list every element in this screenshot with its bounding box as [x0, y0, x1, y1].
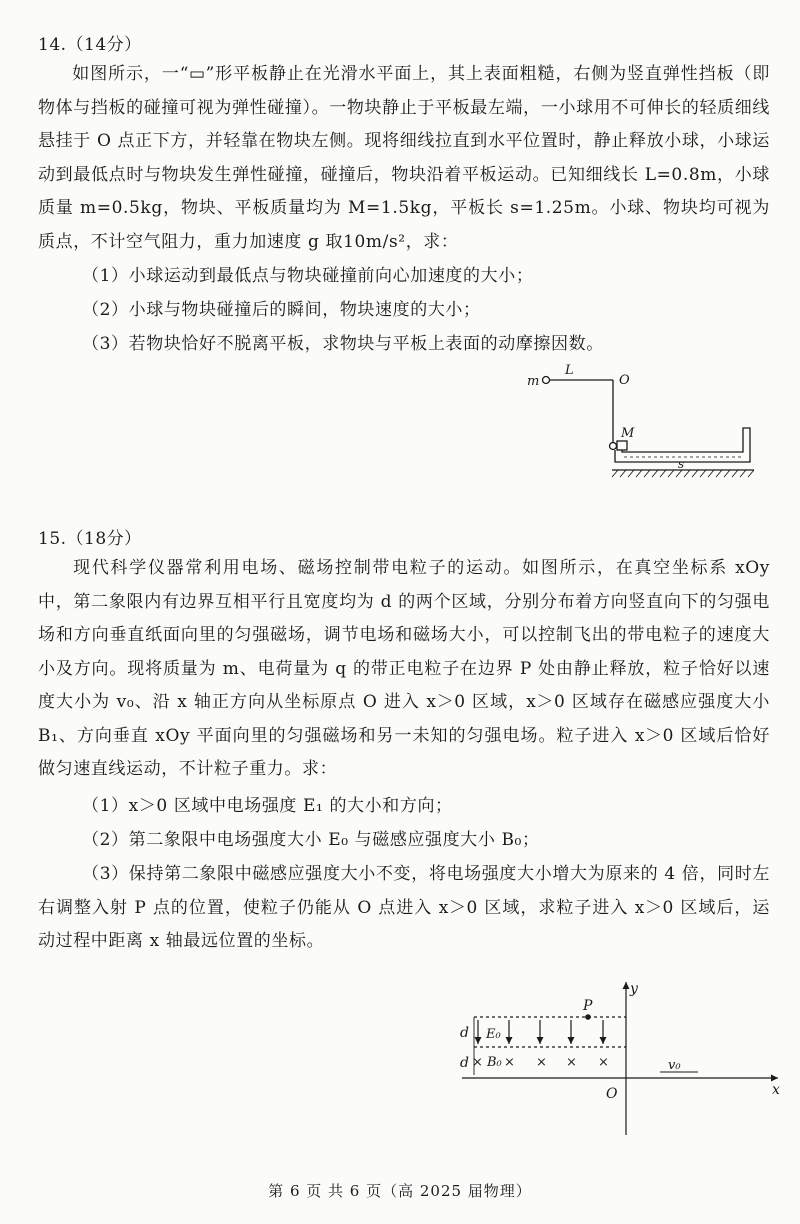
- label-O: O: [619, 373, 630, 388]
- label-L: L: [565, 363, 574, 378]
- page-footer: 第 6 页 共 6 页（高 2025 届物理）: [268, 1182, 532, 1200]
- field-arrows: [478, 1020, 603, 1044]
- point-P: [585, 1014, 591, 1020]
- ball-lowest: [610, 443, 617, 450]
- label-B0: B₀: [487, 1055, 502, 1070]
- label-M: M: [621, 426, 635, 441]
- label-P: P: [583, 998, 593, 1014]
- q14-item-2: （2）小球与物块碰撞后的瞬间，物块速度的大小；: [82, 300, 481, 320]
- q14-header: 14.（14分）: [38, 35, 142, 55]
- label-E0: E₀: [486, 1027, 501, 1042]
- q15-item-2: （2）第二象限中电场强度大小 E₀ 与磁感应强度大小 B₀；: [82, 830, 540, 850]
- ground-hatch: [612, 470, 754, 477]
- q15-item-3: （3）保持第二象限中磁感应强度大小不变，将电场强度大小增大为原来的 4 倍，同时左右调整入射 P 点的位置，使粒子仍能从 O 点进入 x＞0 区域，求粒子进入 x＞0 区域后，运动过程中距离 x 轴最远位置的坐标。: [38, 864, 770, 951]
- q14-item-3: （3）若物块恰好不脱离平板，求物块与平板上表面的动摩擦因数。: [82, 334, 604, 354]
- q15-header: 15.（18分）: [38, 529, 142, 549]
- cross-1: ×: [472, 1055, 483, 1070]
- label-x: x: [772, 1082, 780, 1098]
- q14-stem: 如图所示，一“▭”形平板静止在光滑水平面上，其上表面粗糙，右侧为竖直弹性挡板（即物体与挡板的碰撞可视为弹性碰撞）。一物块静止于平板最左端，一小球用不可伸长的轻质细线悬挂于 O 点正下方，并轻靠在物块左侧。现将细线拉直到水平位置时，静止释放小球，小球运动到最低点时与物块发生弹性碰撞，碰撞后，物块沿着平板运动。已知细线长 L=0.8m，小球质量 m=0.5kg，物块、平板质量均为 M=1.5kg，平板长 s=1.25m。小球、物块均可视为质点，不计空气阻力，重力加速度 g 取10m/s²，求：: [38, 64, 770, 252]
- block: [617, 441, 627, 450]
- q15-item-1: （1）x＞0 区域中电场强度 E₁ 的大小和方向；: [82, 796, 453, 816]
- cross-5: ×: [598, 1055, 609, 1070]
- label-s: s: [678, 457, 685, 471]
- label-O: O: [606, 1086, 618, 1102]
- plate: [615, 428, 750, 462]
- q15-stem: 现代科学仪器常利用电场、磁场控制带电粒子的运动。如图所示，在真空坐标系 xOy 中，第二象限内有边界互相平行且宽度均为 d 的两个区域，分别分布着方向竖直向下的匀强电场和方向垂直纸面向里的匀强磁场，调节电场和磁场大小，可以控制飞出的带电粒子的速度大小及方向。现将质量为 m、电荷量为 q 的带正电粒子在边界 P 处由静止释放，粒子恰好以速度大小为 v₀、沿 x 轴正方向从坐标原点 O 进入 x＞0 区域，x＞0 区域存在磁感应强度大小 B₁、方向垂直 xOy 平面向里的匀强磁场和另一未知的匀强电场。粒子进入 x＞0 区域后恰好做匀速直线运动，不计粒子重力。求：: [38, 558, 770, 779]
- label-v0: v₀: [668, 1058, 681, 1073]
- cross-3: ×: [536, 1055, 547, 1070]
- cross-2: ×: [504, 1055, 515, 1070]
- q14-item-1: （1）小球运动到最低点与物块碰撞前向心加速度的大小；: [82, 266, 534, 286]
- ball: [543, 377, 550, 384]
- label-y: y: [630, 981, 638, 997]
- label-d-bottom: d: [460, 1055, 469, 1071]
- label-d-top: d: [460, 1025, 469, 1041]
- cross-4: ×: [566, 1055, 577, 1070]
- label-m: m: [527, 374, 540, 389]
